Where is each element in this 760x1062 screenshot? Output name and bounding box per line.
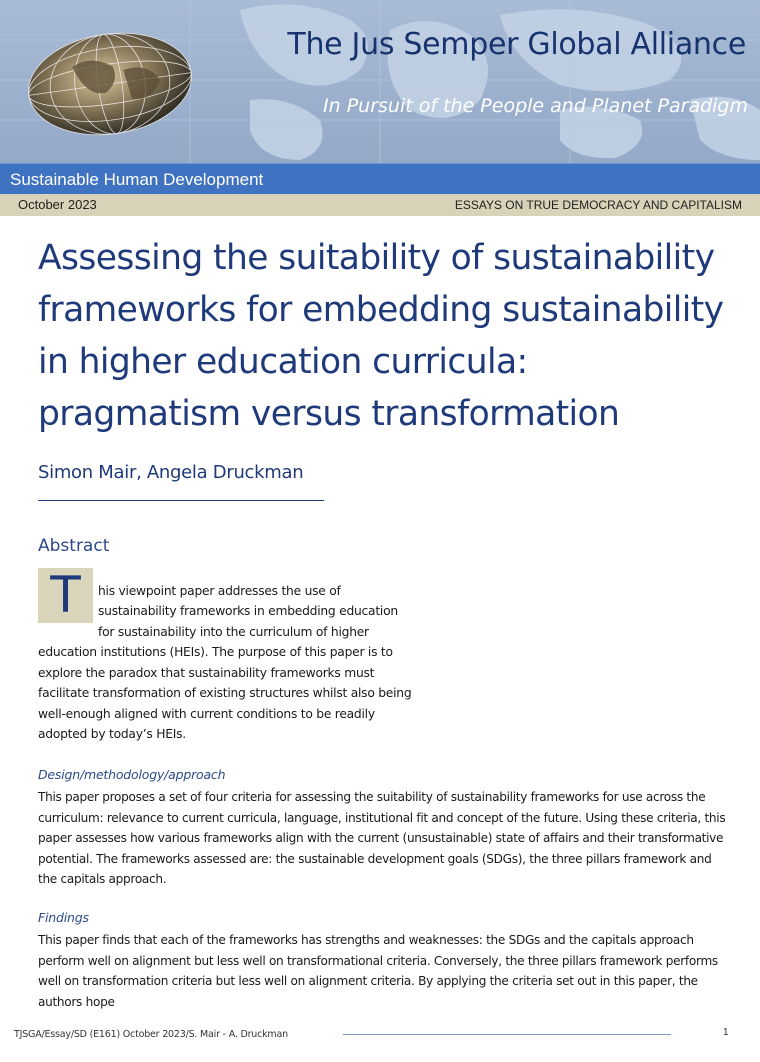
authors: Simon Mair, Angela Druckman xyxy=(38,462,304,483)
section-heading-methodology: Design/methodology/approach xyxy=(38,767,226,782)
abstract-heading: Abstract xyxy=(38,536,110,556)
page-number: 1 xyxy=(723,1027,729,1038)
title-line: Assessing the suitability of sustainability xyxy=(38,238,715,278)
drop-cap-box xyxy=(38,568,93,623)
title-line: frameworks for embedding sustainability xyxy=(38,290,724,330)
section-heading-findings: Findings xyxy=(38,910,89,925)
document-title xyxy=(38,232,738,440)
abstract-line: well-enough aligned with current conditions to be readily xyxy=(38,707,375,721)
series-label: ESSAYS ON TRUE DEMOCRACY AND CAPITALISM xyxy=(454,198,742,212)
title-line: pragmatism versus transformation xyxy=(38,394,620,434)
issue-date: October 2023 xyxy=(18,197,97,212)
section-label: Sustainable Human Development xyxy=(10,170,264,189)
section-body-methodology: This paper proposes a set of four criteria for assessing the suitability of sustainability frameworks for use across the curriculum: relevance to current curricula, language, institutional fit and concept of the future. Using these criteria, this paper assesses how various frameworks align with the current (unsustainable) state of affairs and their transformative potential. The frameworks assessed are: the sustainable development goals (SDGs), the three pillars framework and the capitals approach. xyxy=(38,790,726,887)
section-body-findings: This paper finds that each of the frameworks has strengths and weaknesses: the SDGs and the capitals approach perform well on alignment but less well on transformational criteria. Conversely, the three pillars framework performs well on transformation criteria but less well on alignment criteria. By applying the criteria set out in this paper, the authors hope xyxy=(38,933,718,1009)
abstract-line: his viewpoint paper addresses the use of xyxy=(98,584,341,598)
drop-cap: T xyxy=(50,566,81,624)
org-tagline: In Pursuit of the People and Planet Paradigm xyxy=(323,95,748,117)
globe-icon xyxy=(20,22,220,140)
abstract-line: education institutions (HEIs). The purpose of this paper is to xyxy=(38,645,393,659)
abstract-line: adopted by today’s HEIs. xyxy=(38,727,186,741)
org-title: The Jus Semper Global Alliance xyxy=(287,27,746,62)
abstract-line: for sustainability into the curriculum of higher xyxy=(98,625,369,639)
date-bar xyxy=(0,194,760,216)
abstract-line: explore the paradox that sustainability frameworks must xyxy=(38,666,375,680)
author-divider xyxy=(38,500,324,501)
abstract-line: facilitate transformation of existing structures whilst also being xyxy=(38,686,412,700)
abstract-line: sustainability frameworks in embedding education xyxy=(98,604,398,618)
header-banner xyxy=(0,0,760,163)
footer-citation: TJSGA/Essay/SD (E161) October 2023/S. Mair - A. Druckman xyxy=(14,1029,288,1040)
section-bar xyxy=(0,163,760,194)
footer-divider xyxy=(343,1034,671,1035)
title-line: in higher education curricula: xyxy=(38,342,528,382)
